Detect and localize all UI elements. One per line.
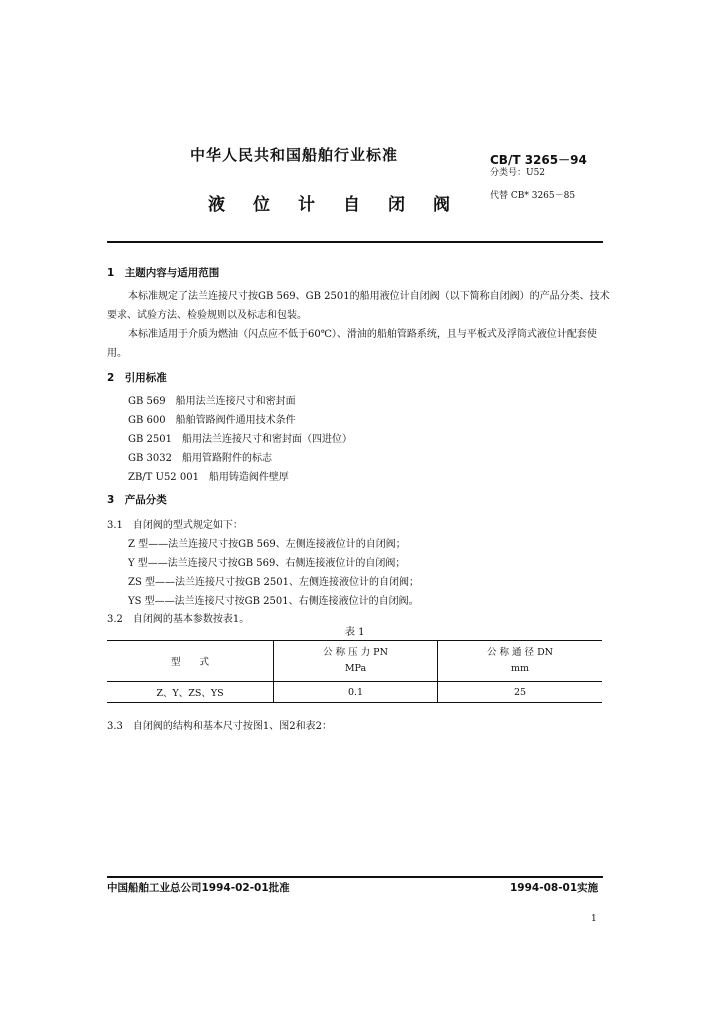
type-definition: Y 型——法兰连接尺寸按GB 569、右侧连接液位计的自闭阀； <box>128 558 406 569</box>
type-definition: YS 型——法兰连接尺寸按GB 2501、右侧连接液位计的自闭阀。 <box>128 596 419 607</box>
type-definition: Z 型——法兰连接尺寸按GB 569、左侧连接液位计的自闭阀； <box>128 539 406 550</box>
parameter-table <box>107 640 602 703</box>
replaces-standard: 代替 CB* 3265－85 <box>490 191 576 201</box>
diameter-header-unit: mm <box>510 663 530 674</box>
table-1-caption: 表 1 <box>345 627 365 638</box>
approval-date: 中国船舶工业总公司1994-02-01批准 <box>107 882 290 894</box>
reference-item: GB 600 船舶管路阀件通用技术条件 <box>128 415 296 426</box>
reference-item: GB 2501 船用法兰连接尺寸和密封面（四进位） <box>128 434 352 445</box>
type-definition: ZS 型——法兰连接尺寸按GB 2501、左侧连接液位计的自闭阀； <box>128 577 419 588</box>
table-header-diameter <box>438 641 603 682</box>
clause-3-3: 3.3 自闭阀的结构和基本尺寸按图1、图2和表2： <box>107 721 332 732</box>
table-cell-type: Z、Y、ZS、YS <box>107 682 274 703</box>
table-header-row <box>107 641 602 682</box>
table-cell-diameter: 25 <box>513 686 527 698</box>
table-row <box>107 682 602 703</box>
section-1-heading: 1 主题内容与适用范围 <box>107 267 220 279</box>
section-1-para-1: 本标准规定了法兰连接尺寸按GB 569、GB 2501的船用液位计自闭阀（以下简称自闭阀）的产品分类、技术要求、试验方法、检验规则以及标志和包装。 <box>107 291 610 321</box>
section-1-para-2: 本标准适用于介质为燃油（闪点应不低于60℃）、滑油的船舶管路系统，且与平板式及浮筒式液位计配套使用。 <box>107 329 597 359</box>
reference-item: ZB/T U52 001 船用铸造阀件壁厚 <box>128 472 289 483</box>
section-2-heading: 2 引用标准 <box>107 372 167 384</box>
clause-3-1: 3.1 自闭阀的型式规定如下： <box>107 520 243 531</box>
standard-code: CB/T 3265－94 <box>490 153 587 167</box>
reference-item: GB 3032 船用管路附件的标志 <box>128 453 272 464</box>
table-header-pressure <box>274 641 438 682</box>
diameter-header-label: 公 称 通 径 DN <box>486 647 553 658</box>
pressure-header-label: 公 称 压 力 PN <box>323 647 388 658</box>
standard-org-title: 中华人民共和国船舶行业标准 <box>190 146 399 164</box>
table-cell-pressure: 0.1 <box>274 682 438 703</box>
page-number: 1 <box>591 914 597 924</box>
section-3-heading: 3 产品分类 <box>107 494 167 506</box>
clause-3-2: 3.2 自闭阀的基本参数按表1。 <box>107 614 250 625</box>
pressure-header-unit: MPa <box>344 663 367 674</box>
reference-item: GB 569 船用法兰连接尺寸和密封面 <box>128 396 296 407</box>
header-divider <box>107 241 603 243</box>
classification-number: 分类号：U52 <box>490 168 546 178</box>
effective-date: 1994-08-01实施 <box>510 882 599 894</box>
standard-name: 液位计自闭阀 <box>208 195 478 215</box>
footer-divider <box>107 876 603 878</box>
table-header-type: 型 式 <box>107 641 274 682</box>
